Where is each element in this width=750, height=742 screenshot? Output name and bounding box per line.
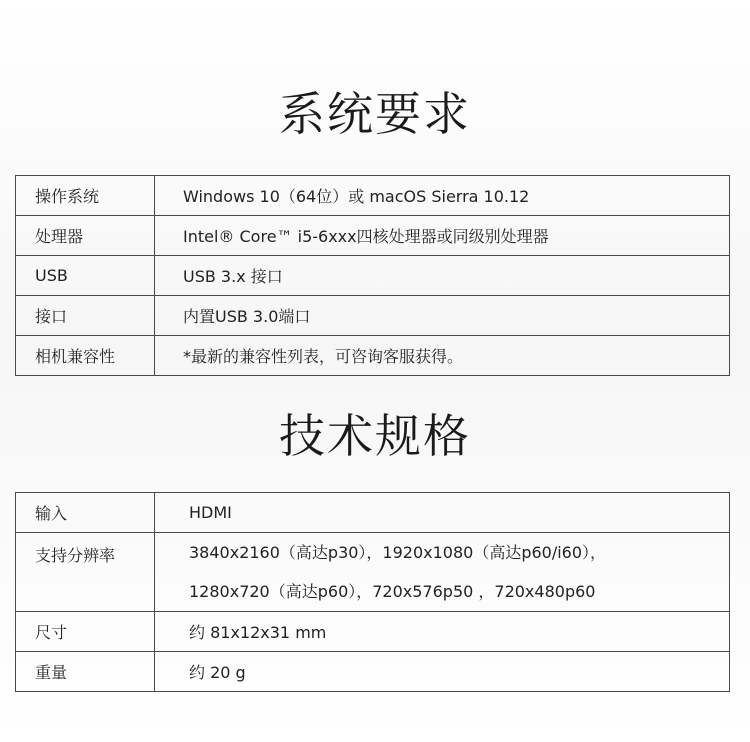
table-row <box>16 216 730 256</box>
row-value-size: 约 81x12x31 mm <box>155 612 730 652</box>
row-value-usb: USB 3.x 接口 <box>155 256 730 296</box>
row-value-camera-compat: *最新的兼容性列表，可咨询客服获得。 <box>155 336 730 376</box>
row-label-processor: 处理器 <box>16 216 155 256</box>
system-requirements-table <box>15 175 730 376</box>
row-value-input: HDMI <box>155 493 730 533</box>
row-label-weight: 重量 <box>16 652 155 692</box>
row-value-weight: 约 20 g <box>155 652 730 692</box>
table-row <box>16 176 730 216</box>
row-value-resolution <box>155 533 730 612</box>
row-value-processor: Intel® Core™ i5-6xxx四核处理器或同级别处理器 <box>155 216 730 256</box>
row-value-os: Windows 10（64位）或 macOS Sierra 10.12 <box>155 176 730 216</box>
table-row <box>16 336 730 376</box>
row-label-resolution: 支持分辨率 <box>16 533 155 612</box>
row-label-size: 尺寸 <box>16 612 155 652</box>
table-row <box>16 256 730 296</box>
row-value-port: 内置USB 3.0端口 <box>155 296 730 336</box>
resolution-line-1: 3840x2160（高达p30），1920x1080（高达p60/i60）， <box>189 543 607 562</box>
row-label-os: 操作系统 <box>16 176 155 216</box>
system-requirements-title: 系统要求 <box>279 87 471 141</box>
tech-specs-table <box>15 492 730 692</box>
row-label-camera-compat: 相机兼容性 <box>16 336 155 376</box>
row-label-port: 接口 <box>16 296 155 336</box>
table-row <box>16 296 730 336</box>
table-row <box>16 652 730 692</box>
table-row <box>16 612 730 652</box>
table-row <box>16 533 730 612</box>
tech-specs-title: 技术规格 <box>279 409 471 463</box>
row-label-input: 输入 <box>16 493 155 533</box>
row-label-usb: USB <box>16 256 155 296</box>
table-row <box>16 493 730 533</box>
resolution-line-2: 1280x720（高达p60），720x576p50 ，720x480p60 <box>189 582 596 601</box>
